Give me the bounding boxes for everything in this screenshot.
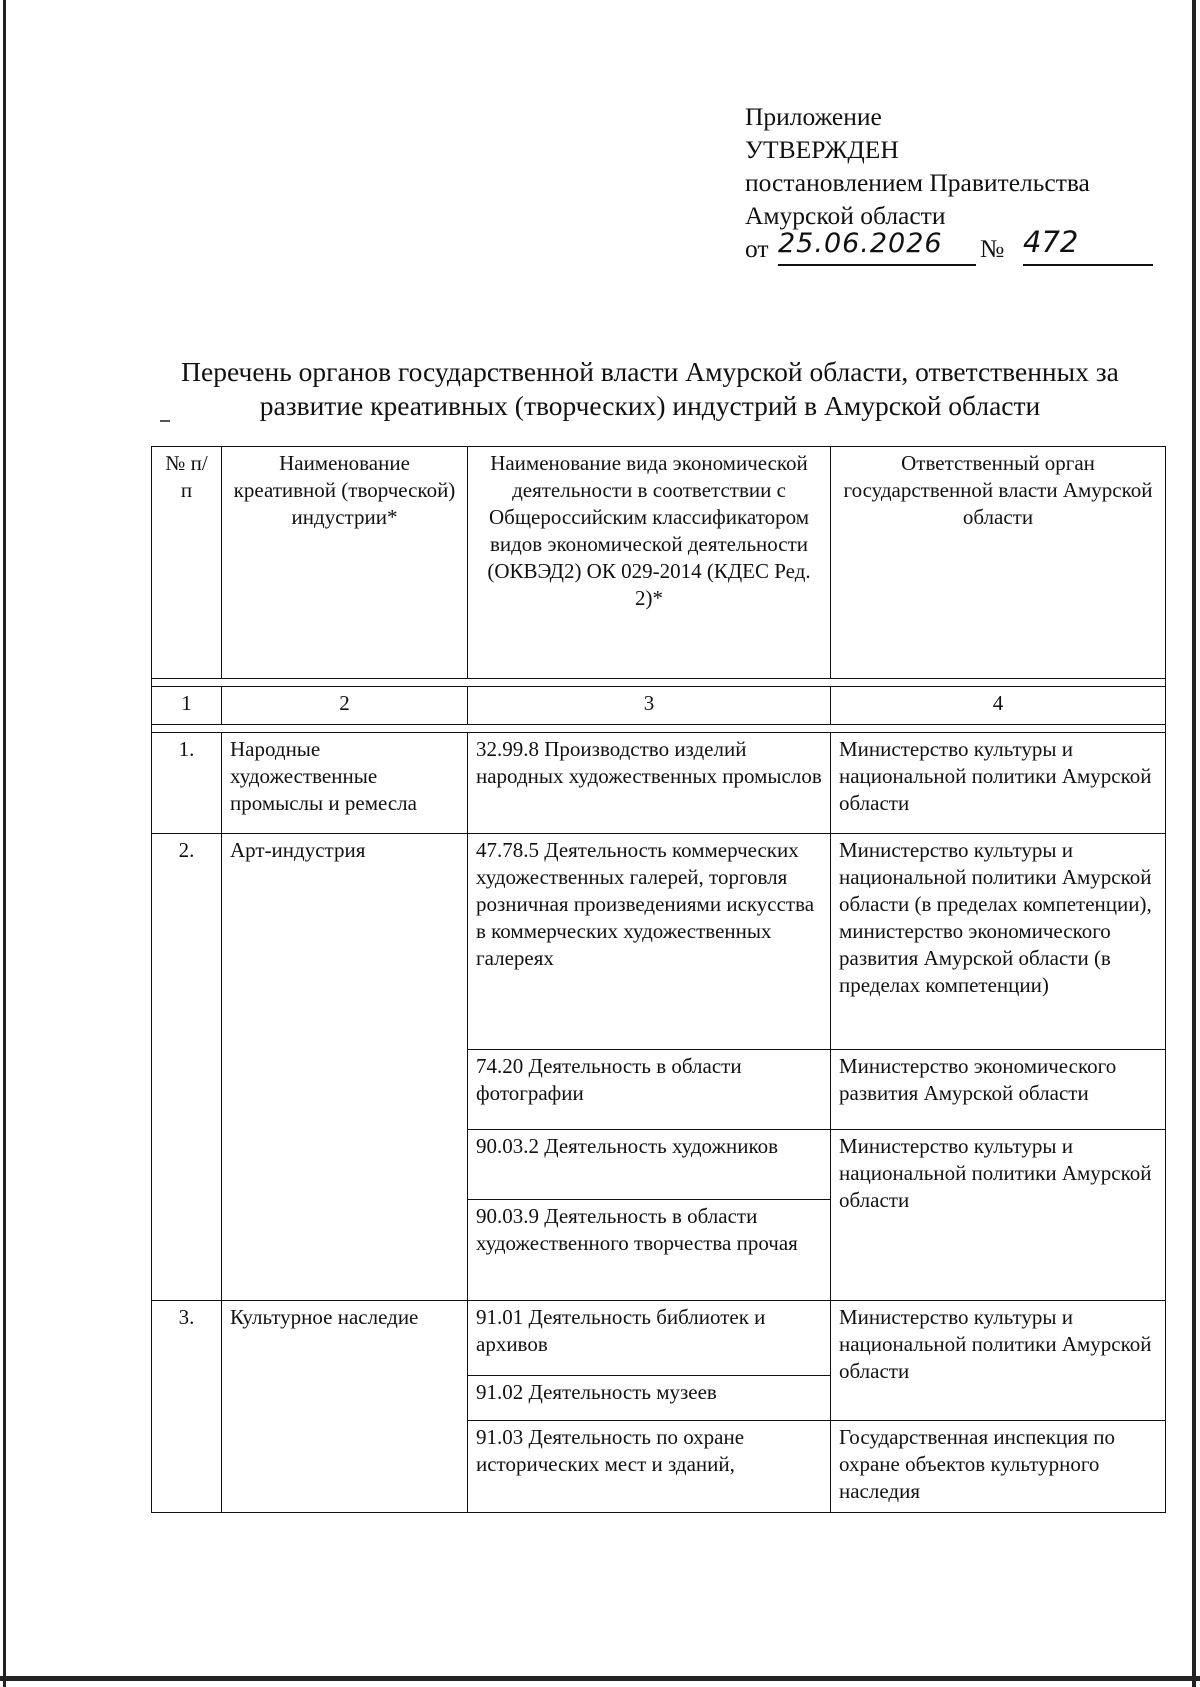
- date-prefix: от: [745, 234, 769, 263]
- header-cell-organ: Ответственный орган государственной власти Амурской области: [831, 447, 1166, 679]
- industry-cell: Арт-индустрия: [222, 834, 468, 1301]
- row-number: 1.: [152, 733, 222, 834]
- header-cell-industry: Наименование креативной (творческой) индустрии*: [222, 447, 468, 679]
- table-column-numbers-row: [152, 687, 1166, 725]
- table-header-row: [152, 447, 1166, 679]
- handwritten-date: 25.06.2026: [778, 228, 943, 259]
- document-title-line-1: Перечень органов государственной власти Амурской области, ответственных за: [181, 356, 1119, 387]
- activity-cell: 90.03.9 Деятельность в области художественного творчества прочая: [468, 1200, 831, 1301]
- industry-cell: Народные художественные промыслы и ремесла: [222, 733, 468, 834]
- column-number-cell: 4: [831, 687, 1166, 725]
- scan-dash-mark: [160, 420, 170, 422]
- activity-cell: 91.03 Деятельность по охране исторических мест и зданий,: [468, 1421, 831, 1513]
- approval-line-resolution: постановлением Правительства: [745, 168, 1090, 197]
- activity-cell: 47.78.5 Деятельность коммерческих художественных галерей, торговля розничная произведениями искусства в коммерческих художественных галереях: [468, 834, 831, 1050]
- scan-border-right: [1192, 0, 1196, 1687]
- organ-cell: Министерство культуры и национальной политики Амурской области: [831, 733, 1166, 834]
- organ-cell: Министерство экономического развития Амурской области: [831, 1050, 1166, 1130]
- handwritten-number: 472: [1023, 225, 1079, 259]
- document-title-line-2: развитие креативных (творческих) индустрий в Амурской области: [259, 390, 1041, 421]
- document-title: [140, 355, 1160, 423]
- activity-cell: 32.99.8 Производство изделий народных художественных промыслов: [468, 733, 831, 834]
- approval-line-region: Амурской области: [745, 201, 946, 230]
- table-row: [152, 1301, 1166, 1376]
- approval-block: [745, 100, 1155, 274]
- approval-line-approved: УТВЕРЖДЕН: [745, 135, 899, 164]
- activity-cell: 91.01 Деятельность библиотек и архивов: [468, 1301, 831, 1376]
- approval-date-number-row: [745, 225, 1155, 274]
- table-row: [152, 834, 1166, 1050]
- column-number-cell: 1: [152, 687, 222, 725]
- industries-table: [151, 446, 1166, 1513]
- header-cell-number: № п/п: [152, 447, 222, 679]
- row-number: 3.: [152, 1301, 222, 1513]
- table-row: [152, 733, 1166, 834]
- organ-cell: Государственная инспекция по охране объектов культурного наследия: [831, 1421, 1166, 1513]
- scan-border-left: [3, 0, 6, 1687]
- organ-cell: Министерство культуры и национальной политики Амурской области: [831, 1130, 1166, 1301]
- activity-cell: 90.03.2 Деятельность художников: [468, 1130, 831, 1200]
- approval-line-appendix: Приложение: [745, 102, 882, 131]
- column-number-cell: 3: [468, 687, 831, 725]
- industry-cell: Культурное наследие: [222, 1301, 468, 1513]
- number-prefix: №: [980, 234, 1005, 263]
- table-gap-row: [152, 725, 1166, 733]
- activity-cell: 74.20 Деятельность в области фотографии: [468, 1050, 831, 1130]
- organ-cell: Министерство культуры и национальной политики Амурской области: [831, 1301, 1166, 1421]
- number-underline: [1023, 264, 1153, 266]
- scan-border-bottom: [0, 1676, 1200, 1681]
- column-number-cell: 2: [222, 687, 468, 725]
- date-underline: [778, 264, 976, 266]
- activity-cell: 91.02 Деятельность музеев: [468, 1376, 831, 1421]
- table-gap-row: [152, 679, 1166, 687]
- header-cell-activity: Наименование вида экономической деятельности в соответствии с Общероссийским классификатором видов экономической деятельности (ОКВЭД2) ОК 029-2014 (КДЕС Ред. 2)*: [468, 447, 831, 679]
- row-number: 2.: [152, 834, 222, 1301]
- organ-cell: Министерство культуры и национальной политики Амурской области (в пределах компетенции), министерство экономического развития Амурской области (в пределах компетенции): [831, 834, 1166, 1050]
